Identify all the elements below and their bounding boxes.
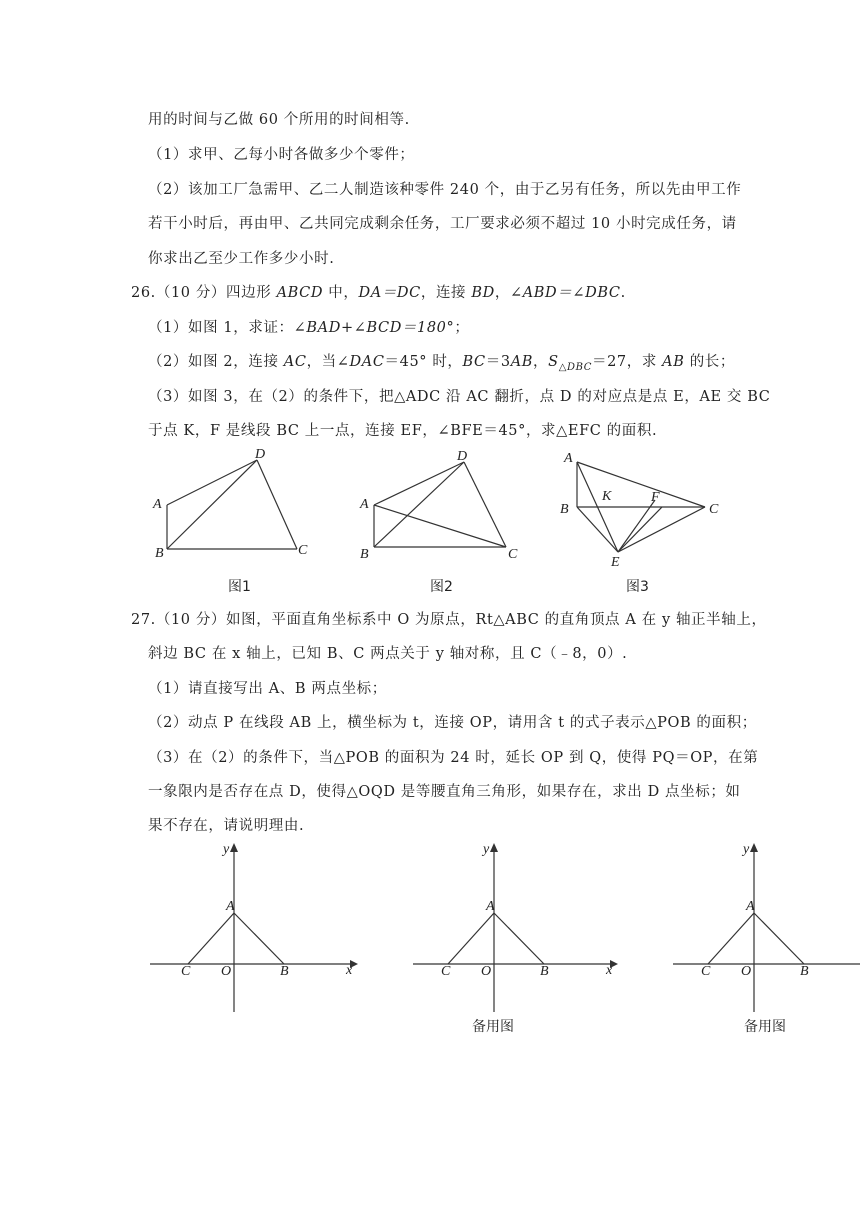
fig2-side-ad (374, 462, 464, 505)
spare-figure-caption-2: 备用图 (744, 1019, 786, 1035)
fig2-label-b: B (360, 547, 369, 562)
q26-part3-line1: （3）如图 3，在（2）的条件下，把△ADC 沿 AC 翻折，点 D 的对应点是点 E，AE 交 BC (148, 389, 771, 405)
y-axis-arrow-icon (230, 843, 238, 852)
q25-part2-line2: 若干小时后，再由甲、乙共同完成剩余任务，工厂要求必须不超过 10 小时完成任务，请 (148, 216, 737, 232)
label-c: C (441, 964, 451, 979)
y-axis-arrow-icon (490, 843, 498, 852)
q26-part2 (148, 352, 735, 378)
label-x: x (606, 963, 613, 978)
q26-number: 26. (131, 285, 156, 301)
figure-2 (350, 440, 530, 570)
label-a: A (486, 899, 495, 914)
q27-stem-line2: 斜边 BC 在 x 轴上，已知 B、C 两点关于 y 轴对称，且 C（﹣8，0）. (148, 646, 628, 662)
fig2-diagonal-bd (374, 462, 464, 547)
fig1-caption: 图1 (228, 579, 251, 595)
q26-bd: BD (471, 285, 495, 301)
spare-figure-caption-1: 备用图 (472, 1019, 514, 1035)
coord-figure-2 (410, 840, 625, 1015)
figure-1 (145, 440, 325, 570)
fig3-segment-extra (618, 500, 655, 552)
q26-p1-c: ； (454, 320, 470, 336)
q26-p2-sub: △DBC (558, 361, 592, 373)
fig1-side-ad (167, 460, 257, 505)
fig1-label-d: D (255, 447, 266, 462)
fig3-label-a: A (564, 451, 573, 466)
fig3-side-ec (618, 507, 705, 552)
q27-stem-line1 (131, 610, 767, 630)
q25-part2-line1: （2）该加工厂急需甲、乙二人制造该种零件 240 个，由于乙另有任务，所以先由甲工作 (148, 182, 742, 198)
q25-continuation: 用的时间与乙做 60 个所用的时间相等. (148, 112, 410, 128)
q26-p2-m: AB (662, 354, 685, 370)
coord-figure-1 (150, 840, 365, 1015)
label-y: y (483, 842, 490, 857)
q26-part3-line2: 于点 K，F 是线段 BC 上一点，连接 EF，∠BFE＝45°，求△EFC 的面积. (148, 423, 658, 439)
q26-score: （10 分） (155, 285, 227, 301)
fig2-caption: 图2 (430, 579, 453, 595)
fig2-diagonal-ac (374, 505, 506, 547)
q27-number: 27. (131, 612, 156, 628)
q26-p2-i: ， (533, 354, 549, 370)
fig3-caption: 图3 (626, 579, 649, 595)
q26-p2-l: ＝27，求 (591, 354, 663, 370)
fig2-side-dc (464, 462, 506, 547)
segment-ca (188, 913, 234, 964)
q26-stem (131, 283, 626, 303)
figure-3 (555, 440, 735, 570)
q27-part1: （1）请直接写出 A、B 两点坐标； (148, 681, 387, 697)
q26-stem-c: ，连接 (420, 285, 472, 301)
label-y: y (223, 842, 230, 857)
q26-p2-h: AB (510, 354, 534, 370)
label-a: A (746, 899, 755, 914)
segment-ca (708, 913, 754, 964)
label-y: y (743, 842, 750, 857)
fig1-label-b: B (155, 546, 164, 561)
label-c: C (701, 964, 711, 979)
label-b: B (800, 964, 809, 979)
fig2-label-d: D (457, 449, 468, 464)
q26-stem-b: 中， (323, 285, 359, 301)
label-o: O (221, 964, 232, 979)
label-a: A (226, 899, 235, 914)
q27-part3-line1: （3）在（2）的条件下，当△POB 的面积为 24 时，延长 OP 到 Q，使得 PQ＝OP，在第 (148, 750, 759, 766)
q26-stem-d: ， (494, 285, 510, 301)
q27-part3-line3: 果不存在，请说明理由. (148, 818, 305, 834)
label-x: x (346, 963, 353, 978)
label-o: O (481, 964, 492, 979)
q26-part1 (148, 318, 469, 338)
fig2-label-c: C (508, 547, 518, 562)
q27-line1: 如图，平面直角坐标系中 O 为原点，Rt△ABC 的直角顶点 A 在 y 轴正半轴上， (226, 612, 767, 628)
q26-p2-g: ＝3 (485, 354, 511, 370)
q26-p2-d: DAC (349, 354, 385, 370)
fig2-label-a: A (360, 497, 369, 512)
q26-da-dc: DA＝DC (358, 285, 421, 301)
label-b: B (280, 964, 289, 979)
fig3-side-be (577, 507, 618, 552)
segment-ab (234, 913, 284, 964)
fig1-label-c: C (298, 543, 308, 558)
fig1-diagonal-bd (167, 460, 257, 549)
fig3-label-b: B (560, 502, 569, 517)
q25-part2-line3: 你求出乙至少工作多少小时. (148, 251, 335, 267)
label-c: C (181, 964, 191, 979)
q27-part2: （2）动点 P 在线段 AB 上，横坐标为 t，连接 OP，请用含 t 的式子表示△POB 的面积； (148, 715, 757, 731)
q26-p2-a: （2）如图 2，连接 (148, 354, 284, 370)
q26-quad: ABCD (276, 285, 324, 301)
fig3-side-ac (577, 462, 705, 507)
q26-p2-n: 的长； (684, 354, 735, 370)
q26-angles: ∠ABD＝∠DBC (509, 285, 621, 301)
coord-figure-3 (670, 840, 860, 1015)
q26-p2-c: ，当∠ (306, 354, 350, 370)
fig3-label-k: K (602, 489, 612, 504)
label-o: O (741, 964, 752, 979)
label-b: B (540, 964, 549, 979)
segment-ab (754, 913, 804, 964)
fig1-label-a: A (153, 497, 162, 512)
q27-score: （10 分） (155, 612, 227, 628)
q25-part1: （1）求甲、乙每小时各做多少个零件； (148, 147, 415, 163)
q26-p2-j: S (548, 354, 559, 370)
q26-stem-e: . (620, 285, 626, 301)
q26-p2-f: BC (462, 354, 486, 370)
q26-p1-a: （1）如图 1，求证： (148, 320, 294, 336)
segment-ca (448, 913, 494, 964)
q27-part3-line2: 一象限内是否存在点 D，使得△OQD 是等腰直角三角形，如果存在，求出 D 点坐标；如 (148, 784, 741, 800)
fig1-side-dc (257, 460, 297, 549)
q26-stem-a: 四边形 (226, 285, 277, 301)
y-axis-arrow-icon (750, 843, 758, 852)
fig3-label-e: E (611, 555, 620, 570)
q26-p1-b: ∠BAD+∠BCD＝180° (293, 320, 455, 336)
q26-p2-e: ＝45° 时， (384, 354, 463, 370)
fig3-segment-ef (618, 507, 662, 552)
segment-ab (494, 913, 544, 964)
fig3-label-c: C (709, 502, 719, 517)
fig3-label-f: F (651, 490, 660, 505)
q26-p2-b: AC (283, 354, 307, 370)
